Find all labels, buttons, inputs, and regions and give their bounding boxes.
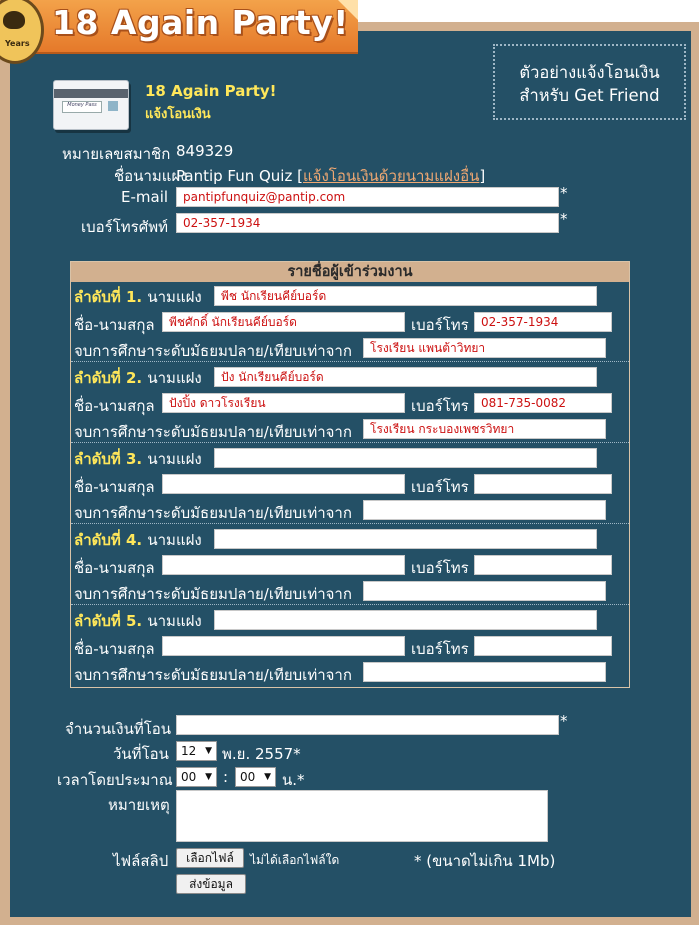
banner-title: 18 Again Party! — [52, 3, 349, 42]
participant-phone-label: เบอร์โทร — [411, 397, 469, 415]
example-line-2: สำหรับ Get Friend — [519, 86, 660, 105]
date-label: วันที่โอน — [113, 745, 169, 763]
participant-name-label: ชื่อ-นามสกุล — [74, 316, 155, 334]
participant-nickname-field[interactable]: ปัง นักเรียนคีย์บอร์ด — [214, 367, 597, 387]
participant-name-label: ชื่อ-นามสกุล — [74, 559, 155, 577]
nickname-line: Pantip Fun Quiz [แจ้งโอนเงินด้วยนามแฝงอื่น] — [176, 167, 486, 185]
participant-school-label: จบการศึกษาระดับมัธยมปลาย/เทียบเท่าจาก — [74, 504, 352, 522]
participant-nickname-field[interactable]: พีช นักเรียนคีย์บอร์ด — [214, 286, 597, 306]
participant-order-label — [74, 366, 202, 390]
email-required: * — [560, 184, 568, 202]
amount-label: จำนวนเงินที่โอน — [65, 720, 172, 738]
member-id-value: 849329 — [176, 142, 234, 160]
participant-school-field[interactable] — [363, 500, 606, 520]
badge-text: Years — [5, 39, 30, 48]
participant-name-label: ชื่อ-นามสกุล — [74, 478, 155, 496]
order-prefix: ลำดับที่ — [74, 369, 121, 387]
minute-value: 00 — [240, 770, 256, 784]
file-status: ไม่ได้เลือกไฟล์ใด — [250, 853, 340, 867]
participant-school-field[interactable] — [363, 662, 606, 682]
order-number: 1. — [126, 288, 143, 306]
participant-school-field[interactable]: โรงเรียน แพนต้าวิทยา — [363, 338, 606, 358]
participant-phone-field[interactable]: 081-735-0082 — [474, 393, 612, 413]
order-number: 3. — [126, 450, 143, 468]
order-prefix: ลำดับที่ — [74, 288, 121, 306]
participant-name-field[interactable]: ปังปิ้ง ดาวโรงเรียน — [162, 393, 405, 413]
nickname-label: นามแฝง — [147, 369, 202, 387]
participant-phone-field[interactable]: 02-357-1934 — [474, 312, 612, 332]
nickname-value: Pantip Fun Quiz — [176, 167, 293, 185]
participant-nickname-field[interactable] — [214, 529, 597, 549]
nickname-label: นามแฝง — [147, 450, 202, 468]
participant-order-label — [74, 285, 202, 309]
participant-phone-field[interactable] — [474, 555, 612, 575]
order-prefix: ลำดับที่ — [74, 531, 121, 549]
participant-nickname-field[interactable] — [214, 610, 597, 630]
credit-card-icon — [53, 80, 129, 130]
chevron-down-icon: ▼ — [205, 772, 212, 782]
participant-school-label: จบการศึกษาระดับมัธยมปลาย/เทียบเท่าจาก — [74, 423, 352, 441]
amount-required: * — [560, 712, 568, 730]
participant-phone-label: เบอร์โทร — [411, 640, 469, 658]
time-unit: น.* — [282, 771, 305, 789]
participant-phone-field[interactable] — [474, 636, 612, 656]
amount-field[interactable] — [176, 715, 559, 735]
order-prefix: ลำดับที่ — [74, 612, 121, 630]
member-id-label: หมายเลขสมาชิก — [62, 145, 171, 163]
phone-label: เบอร์โทรศัพท์ — [81, 218, 169, 236]
submit-button[interactable]: ส่งข้อมูล — [176, 874, 246, 894]
card-stripe — [54, 89, 128, 98]
participant-school-label: จบการศึกษาระดับมัธยมปลาย/เทียบเท่าจาก — [74, 342, 352, 360]
participant-phone-field[interactable] — [474, 474, 612, 494]
participant-order-label — [74, 447, 202, 471]
badge-face — [3, 11, 25, 29]
email-field[interactable]: pantipfunquiz@pantip.com — [176, 187, 559, 207]
page-subtitle: แจ้งโอนเงิน — [145, 107, 211, 122]
participant-phone-label: เบอร์โทร — [411, 478, 469, 496]
example-link-box[interactable] — [493, 44, 686, 120]
phone-required: * — [560, 210, 568, 228]
hour-select[interactable] — [176, 767, 217, 787]
order-number: 5. — [126, 612, 143, 630]
participant-school-label: จบการศึกษาระดับมัธยมปลาย/เทียบเท่าจาก — [74, 666, 352, 684]
participant-order-label — [74, 528, 202, 552]
participant-nickname-field[interactable] — [214, 448, 597, 468]
participant-school-field[interactable] — [363, 581, 606, 601]
participant-phone-label: เบอร์โทร — [411, 559, 469, 577]
page-title: 18 Again Party! — [145, 82, 277, 100]
phone-field[interactable]: 02-357-1934 — [176, 213, 559, 233]
order-number: 2. — [126, 369, 143, 387]
email-label: E-mail — [121, 188, 169, 206]
participant-name-field[interactable] — [162, 555, 405, 575]
nickname-label: นามแฝง — [147, 612, 202, 630]
time-colon: : — [223, 768, 229, 786]
time-label: เวลาโดยประมาณ — [57, 771, 173, 789]
other-nickname-link[interactable]: แจ้งโอนเงินด้วยนามแฝงอื่น — [302, 167, 480, 185]
participant-list-title: รายชื่อผู้เข้าร่วมงาน — [71, 262, 629, 282]
participant-school-label: จบการศึกษาระดับมัธยมปลาย/เทียบเท่าจาก — [74, 585, 352, 603]
nickname-label: นามแฝง — [147, 531, 202, 549]
participant-school-field[interactable]: โรงเรียน กระบองเพชรวิทยา — [363, 419, 606, 439]
note-textarea[interactable] — [176, 790, 548, 842]
nickname-label: นามแฝง — [147, 288, 202, 306]
participant-name-label: ชื่อ-นามสกุล — [74, 397, 155, 415]
participant-name-field[interactable] — [162, 474, 405, 494]
order-prefix: ลำดับที่ — [74, 450, 121, 468]
participant-name-label: ชื่อ-นามสกุล — [74, 640, 155, 658]
chevron-down-icon: ▼ — [205, 746, 212, 756]
month-year-text: พ.ย. 2557* — [222, 745, 301, 763]
banner — [0, 0, 358, 54]
participant-order-label — [74, 609, 202, 633]
participant-name-field[interactable]: พีชศักดิ์ นักเรียนคีย์บอร์ด — [162, 312, 405, 332]
file-label: ไฟล์สลิป — [113, 852, 169, 870]
participant-name-field[interactable] — [162, 636, 405, 656]
day-value: 12 — [181, 744, 197, 758]
order-number: 4. — [126, 531, 143, 549]
chevron-down-icon: ▼ — [264, 772, 271, 782]
hour-value: 00 — [181, 770, 197, 784]
choose-file-button[interactable]: เลือกไฟล์ — [176, 848, 244, 868]
note-label: หมายเหตุ — [108, 796, 170, 814]
file-size-note: * (ขนาดไม่เกิน 1Mb) — [414, 852, 556, 870]
card-arrow — [108, 101, 118, 111]
example-line-1: ตัวอย่างแจ้งโอนเงิน — [519, 63, 660, 82]
day-select[interactable] — [176, 741, 217, 761]
nickname-label: ชื่อนามแฝง — [114, 167, 188, 185]
card-signature: Money Pass — [62, 101, 102, 113]
participant-phone-label: เบอร์โทร — [411, 316, 469, 334]
minute-select[interactable] — [235, 767, 276, 787]
